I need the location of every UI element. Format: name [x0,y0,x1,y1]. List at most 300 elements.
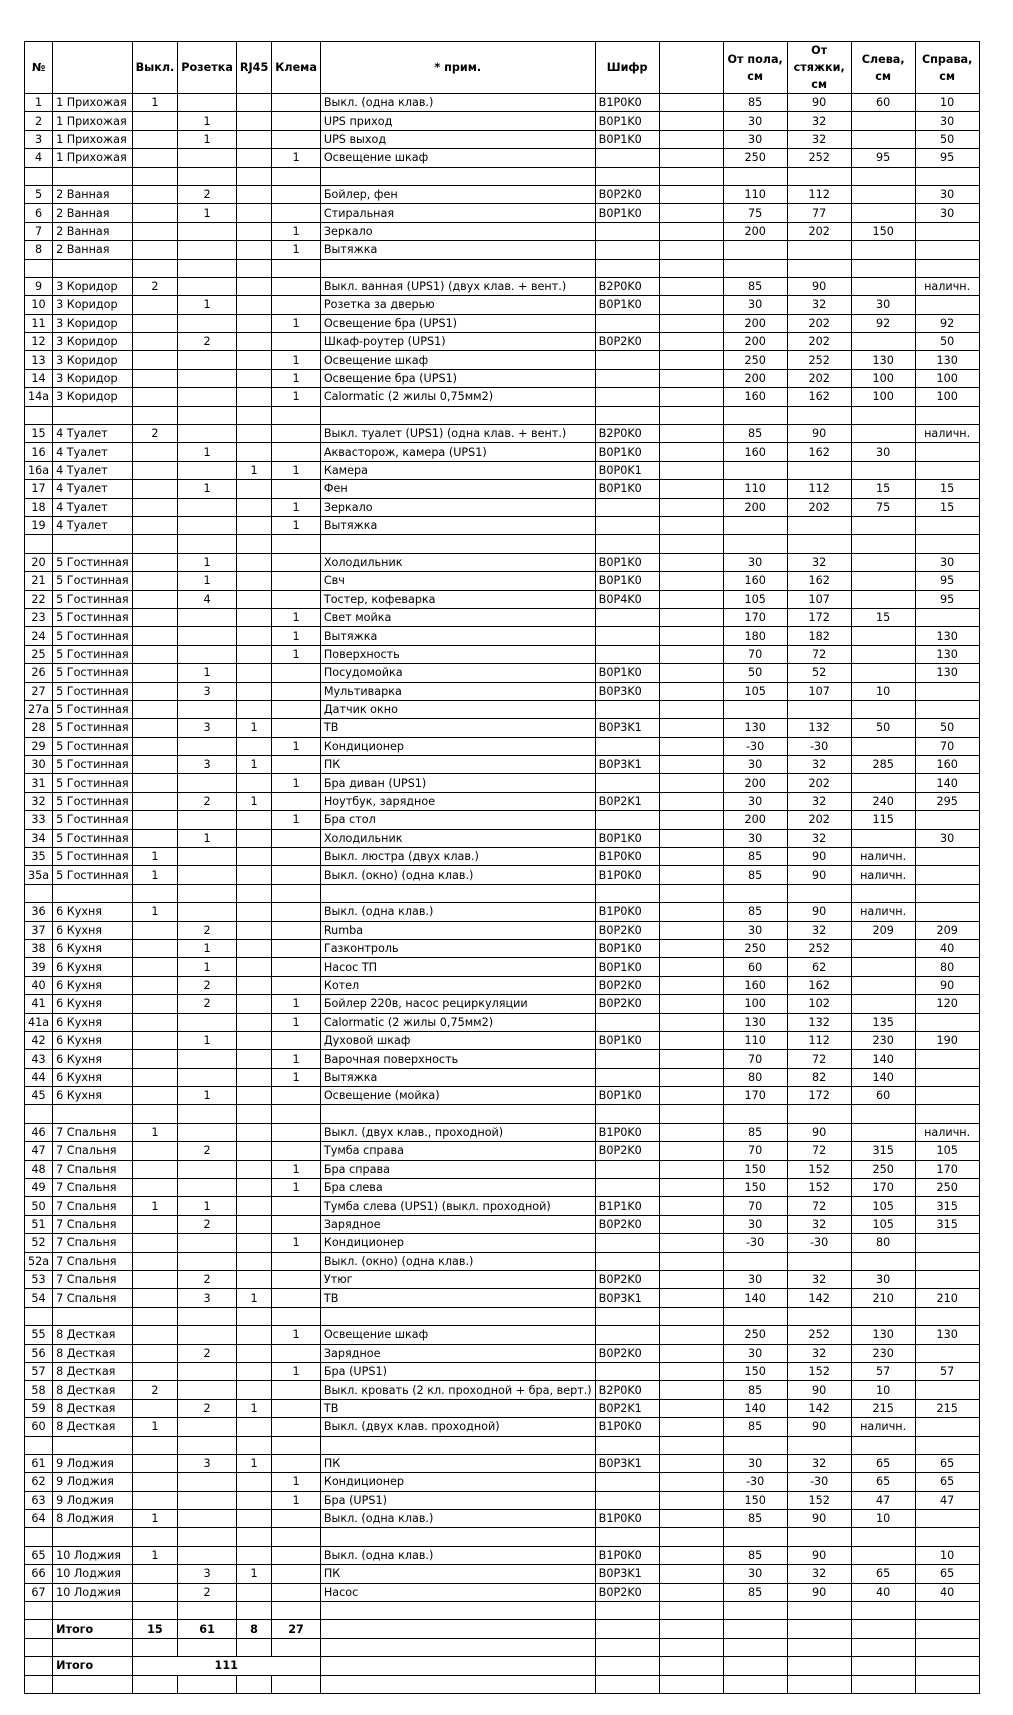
col-number-cell: 14a [25,388,53,406]
col-room-cell: 5 Гостинная [53,756,133,774]
col-from-screed-cell [787,535,851,553]
col-left-cell [851,774,915,792]
table-row [25,480,980,498]
col-right-cell: 57 [915,1362,979,1380]
col-code-cell [595,1528,659,1546]
col-room-cell: 7 Спальня [53,1234,133,1252]
col-blank-cell [659,792,723,810]
col-right-cell: 30 [915,829,979,847]
col-right-cell [915,866,979,884]
col-left-cell: 210 [851,1289,915,1307]
col-from-floor-cell: 85 [723,1546,787,1564]
col-code-cell: B0P1K0 [595,572,659,590]
col-left-cell [851,737,915,755]
col-number-header: № [25,42,53,94]
col-right-cell [915,1271,979,1289]
col-code-cell: B0P1K0 [595,443,659,461]
col-number-cell: 49 [25,1179,53,1197]
col-from-floor-cell: 140 [723,1399,787,1417]
col-note-cell: ПК [320,756,595,774]
table-row [25,461,980,479]
col-from-screed-cell: 132 [787,1013,851,1031]
col-from-floor-cell [723,1307,787,1325]
col-right-cell: 80 [915,958,979,976]
col-blank-cell [659,958,723,976]
col-note-cell: Зеркало [320,498,595,516]
col-klema-cell [272,1289,321,1307]
col-from-floor-cell [723,461,787,479]
col-right-cell: 10 [915,94,979,112]
col-rozetka-cell [178,1068,237,1086]
col-from-screed-cell: 32 [787,921,851,939]
col-room-cell: 3 Коридор [53,333,133,351]
col-klema-cell: 1 [272,1473,321,1491]
col-from-screed-cell: 182 [787,627,851,645]
col-number-cell: 37 [25,921,53,939]
col-code-cell [595,369,659,387]
col-rozetka-cell: 3 [178,756,237,774]
table-row [25,185,980,203]
grand-total-row [25,1657,980,1675]
col-from-floor-cell: 250 [723,351,787,369]
col-blank-cell [659,112,723,130]
col-rozetka-cell [178,1234,237,1252]
col-vykl-cell [132,829,178,847]
col-left-cell [851,406,915,424]
col-from-floor-cell [723,1602,787,1620]
col-room-cell: 5 Гостинная [53,866,133,884]
col-vykl-cell [132,443,178,461]
col-note-cell: Вытяжка [320,241,595,259]
col-code-cell [595,1326,659,1344]
col-room-cell [53,1528,133,1546]
col-blank-cell [659,1271,723,1289]
col-left-cell [851,1105,915,1123]
col-from-screed-cell: 90 [787,1510,851,1528]
col-vykl-cell [132,1179,178,1197]
col-note-cell: Бойлер, фен [320,185,595,203]
col-right-cell [915,535,979,553]
col-from-screed-cell: 90 [787,1123,851,1141]
col-rj45-cell: 1 [236,756,271,774]
col-room-cell: 7 Спальня [53,1289,133,1307]
col-note-cell: Освещение бра (UPS1) [320,314,595,332]
col-blank-cell [659,719,723,737]
col-klema-cell [272,1546,321,1564]
col-rozetka-cell [178,608,237,626]
col-from-floor-cell: 130 [723,719,787,737]
col-note-cell: Камера [320,461,595,479]
col-from-floor-cell: 170 [723,1087,787,1105]
col-rj45-cell [236,1087,271,1105]
table-row [25,848,980,866]
col-klema-cell [272,535,321,553]
col-rozetka-cell: 2 [178,185,237,203]
col-code-cell: B0P1K0 [595,130,659,148]
col-klema-cell [272,1510,321,1528]
col-blank-cell [659,866,723,884]
col-rj45-cell [236,1602,271,1620]
col-rj45-cell [236,1271,271,1289]
col-code-cell [595,1436,659,1454]
col-vykl-cell [132,700,178,718]
col-note-cell: Бра слева [320,1179,595,1197]
col-number-cell: 34 [25,829,53,847]
col-blank-cell [659,700,723,718]
col-rozetka-cell: 1 [178,112,237,130]
col-from-floor-cell: 200 [723,222,787,240]
col-room-cell: 6 Кухня [53,1087,133,1105]
col-left-cell [851,1528,915,1546]
col-code-cell [595,774,659,792]
col-rozetka-cell: 2 [178,1583,237,1601]
col-vykl-cell: 1 [132,903,178,921]
col-klema-cell [272,1528,321,1546]
col-blank-cell [659,627,723,645]
col-left-cell [851,1602,915,1620]
col-from-floor-cell: 200 [723,369,787,387]
col-klema-cell: 1 [272,1326,321,1344]
col-from-screed-cell [787,1307,851,1325]
col-from-screed-cell: 90 [787,848,851,866]
col-klema-cell: 1 [272,498,321,516]
table-row [25,516,980,534]
table-row [25,1399,980,1417]
col-rozetka-cell: 4 [178,590,237,608]
col-from-screed-cell: 32 [787,756,851,774]
col-right-cell: 30 [915,112,979,130]
col-rj45-cell [236,1546,271,1564]
col-rj45-cell [236,333,271,351]
col-vykl-cell [132,1142,178,1160]
col-klema-cell: 1 [272,351,321,369]
col-rj45-cell [236,1510,271,1528]
col-number-cell: 42 [25,1031,53,1049]
col-blank-cell [659,1344,723,1362]
col-note-cell: ТВ [320,1289,595,1307]
col-room-cell: 5 Гостинная [53,700,133,718]
col-blank-cell [659,369,723,387]
col-code-cell: B1P1K0 [595,1197,659,1215]
col-klema-cell [272,976,321,994]
col-left-cell: 15 [851,608,915,626]
col-rozetka-cell: 3 [178,719,237,737]
col-from-floor-cell: 200 [723,333,787,351]
col-room-cell: 3 Коридор [53,277,133,295]
col-note-cell: Стиральная [320,204,595,222]
col-vykl-cell [132,130,178,148]
col-room-cell: 6 Кухня [53,921,133,939]
table-row [25,682,980,700]
col-right-cell [915,848,979,866]
col-right-cell [915,443,979,461]
col-left-cell: 115 [851,811,915,829]
col-right-cell: 15 [915,480,979,498]
col-blank-cell [659,1326,723,1344]
col-number-cell: 35a [25,866,53,884]
col-from-screed-cell: 32 [787,829,851,847]
col-rj45-cell [236,1160,271,1178]
table-row [25,222,980,240]
col-rozetka-cell [178,369,237,387]
col-note-cell: ПК [320,1454,595,1472]
col-room-cell: 1 Прихожая [53,112,133,130]
col-from-floor-cell: 105 [723,682,787,700]
col-code-cell: B0P2K0 [595,1271,659,1289]
col-room-cell: 4 Туалет [53,480,133,498]
col-number-cell: 5 [25,185,53,203]
col-blank-cell [659,664,723,682]
col-rozetka-cell: 1 [178,1087,237,1105]
table-row [25,1031,980,1049]
col-blank-cell [659,149,723,167]
col-room-cell: 9 Лоджия [53,1491,133,1509]
col-number-cell: 56 [25,1344,53,1362]
col-klema-cell: 1 [272,627,321,645]
col-rozetka-cell [178,884,237,902]
col-rj45-cell [236,222,271,240]
col-code-cell [595,388,659,406]
col-code-cell: B1P0K0 [595,903,659,921]
col-number-cell: 44 [25,1068,53,1086]
col-vykl-cell [132,1399,178,1417]
col-room-cell: 2 Ванная [53,185,133,203]
col-left-cell [851,553,915,571]
col-rj45-cell [236,866,271,884]
col-rozetka-cell [178,222,237,240]
col-rozetka-cell: 3 [178,682,237,700]
col-klema-cell: 1 [272,314,321,332]
col-rj45-cell [236,1344,271,1362]
col-code-cell: B0P1K0 [595,829,659,847]
col-note-cell: Выкл. (одна клав.) [320,1546,595,1564]
col-vykl-cell [132,1362,178,1380]
col-from-floor-cell: 85 [723,848,787,866]
col-right-cell: наличн. [915,1123,979,1141]
col-left-cell: 105 [851,1215,915,1233]
table-row [25,572,980,590]
col-klema-cell [272,884,321,902]
col-number-cell: 27 [25,682,53,700]
col-klema-cell [272,1252,321,1270]
table-row [25,204,980,222]
col-from-floor-cell: 150 [723,1362,787,1380]
col-note-cell: Кондиционер [320,1234,595,1252]
col-left-cell: 100 [851,388,915,406]
col-rj45-cell [236,112,271,130]
col-rj45-cell [236,682,271,700]
col-from-screed-cell: 202 [787,498,851,516]
col-code-cell: B0P2K1 [595,1399,659,1417]
col-from-screed-cell: 52 [787,664,851,682]
col-rj45-cell [236,608,271,626]
col-rozetka-cell [178,774,237,792]
col-vykl-cell [132,682,178,700]
col-klema-cell [272,1307,321,1325]
col-klema-cell [272,1399,321,1417]
col-from-screed-cell: 172 [787,608,851,626]
col-from-floor-cell [723,241,787,259]
col-vykl-cell [132,204,178,222]
table-body [25,94,980,1620]
col-code-cell: B0P1K0 [595,204,659,222]
col-number-cell: 63 [25,1491,53,1509]
col-left-cell: 100 [851,369,915,387]
col-vykl-cell [132,1289,178,1307]
col-right-cell: 215 [915,1399,979,1417]
col-blank-cell [659,1362,723,1380]
col-note-cell: Ноутбук, зарядное [320,792,595,810]
col-note-cell: Тумба слева (UPS1) (выкл. проходной) [320,1197,595,1215]
col-left-cell: 105 [851,1197,915,1215]
col-klema-cell: 1 [272,1362,321,1380]
table-row [25,351,980,369]
col-rozetka-cell [178,1473,237,1491]
col-from-screed-cell: 90 [787,277,851,295]
table-row [25,369,980,387]
col-left-cell: 15 [851,480,915,498]
col-klema-cell [272,553,321,571]
col-number-cell: 10 [25,296,53,314]
table-row [25,333,980,351]
col-rj45-cell [236,425,271,443]
col-from-screed-cell [787,1602,851,1620]
col-right-cell [915,884,979,902]
col-room-cell: 5 Гостинная [53,682,133,700]
col-room-cell: 7 Спальня [53,1197,133,1215]
col-rj45-cell [236,480,271,498]
table-row [25,1068,980,1086]
col-rozetka-cell [178,535,237,553]
col-note-cell: Бра справа [320,1160,595,1178]
col-room-cell: 5 Гостинная [53,590,133,608]
table-row [25,1418,980,1436]
table-row [25,241,980,259]
col-rj45-cell [236,737,271,755]
col-klema-cell [272,1418,321,1436]
col-left-cell: 30 [851,296,915,314]
col-rj45-cell: 1 [236,1289,271,1307]
col-rozetka-cell [178,1105,237,1123]
col-klema-cell [272,848,321,866]
col-blank-cell [659,884,723,902]
col-note-cell: Calormatic (2 жилы 0,75мм2) [320,1013,595,1031]
col-code-cell [595,1602,659,1620]
col-from-screed-cell: 62 [787,958,851,976]
col-blank-cell [659,1215,723,1233]
col-from-screed-cell: 162 [787,976,851,994]
col-left-cell: 65 [851,1454,915,1472]
col-note-cell: Вытяжка [320,627,595,645]
col-vykl-cell [132,1160,178,1178]
col-room-cell: 8 Десткая [53,1399,133,1417]
col-right-cell: 90 [915,976,979,994]
col-note-cell: Зарядное [320,1215,595,1233]
col-room-cell: 1 Прихожая [53,94,133,112]
col-rj45-cell [236,664,271,682]
col-right-cell: 130 [915,1326,979,1344]
col-rozetka-cell: 1 [178,480,237,498]
col-number-cell: 20 [25,553,53,571]
col-left-cell [851,1436,915,1454]
col-from-screed-cell: 142 [787,1289,851,1307]
col-klema-cell: 1 [272,995,321,1013]
col-rj45-cell [236,1473,271,1491]
col-code-cell [595,406,659,424]
col-klema-header: Клема [272,42,321,94]
col-left-cell: наличн. [851,848,915,866]
col-from-floor-cell: 130 [723,1013,787,1031]
col-room-cell: 6 Кухня [53,976,133,994]
col-from-floor-cell: 30 [723,1344,787,1362]
col-blank-cell [659,774,723,792]
col-from-floor-cell: 85 [723,1418,787,1436]
col-klema-cell [272,94,321,112]
col-right-cell: 95 [915,149,979,167]
col-note-cell [320,167,595,185]
col-left-cell [851,130,915,148]
col-rozetka-cell [178,1160,237,1178]
col-vykl-cell [132,572,178,590]
col-rj45-cell [236,884,271,902]
col-rozetka-cell: 2 [178,1271,237,1289]
col-rozetka-cell [178,1418,237,1436]
col-blank-cell [659,406,723,424]
col-klema-cell: 1 [272,1234,321,1252]
col-rj45-cell [236,995,271,1013]
col-blank-cell [659,1179,723,1197]
col-rj45-cell [236,1068,271,1086]
col-right-cell: 40 [915,1583,979,1601]
col-rozetka-cell [178,811,237,829]
col-from-screed-cell: 107 [787,682,851,700]
col-number-cell: 38 [25,939,53,957]
col-vykl-cell: 1 [132,94,178,112]
col-code-cell [595,1068,659,1086]
col-code-cell [595,1473,659,1491]
col-right-cell: 50 [915,333,979,351]
col-number-cell: 1 [25,94,53,112]
col-from-screed-cell: 72 [787,1197,851,1215]
col-number-cell: 54 [25,1289,53,1307]
col-rozetka-cell [178,498,237,516]
col-left-cell [851,1123,915,1141]
col-vykl-cell [132,1013,178,1031]
col-code-cell: B1P0K0 [595,1546,659,1564]
col-right-cell: 250 [915,1179,979,1197]
col-klema-cell [272,167,321,185]
col-code-cell [595,645,659,663]
col-left-cell: 315 [851,1142,915,1160]
col-room-cell: 5 Гостинная [53,774,133,792]
col-note-cell: Фен [320,480,595,498]
col-number-cell: 6 [25,204,53,222]
col-room-cell: 7 Спальня [53,1179,133,1197]
col-from-screed-cell: 90 [787,425,851,443]
col-from-floor-cell: -30 [723,737,787,755]
col-left-cell: 130 [851,1326,915,1344]
col-rj45-cell: 1 [236,719,271,737]
col-rozetka-cell [178,167,237,185]
col-right-cell [915,259,979,277]
col-rozetka-cell [178,866,237,884]
col-number-cell: 46 [25,1123,53,1141]
col-rj45-cell [236,185,271,203]
col-right-cell: 130 [915,351,979,369]
col-right-cell [915,1068,979,1086]
col-blank-cell [659,1252,723,1270]
col-right-cell [915,1050,979,1068]
